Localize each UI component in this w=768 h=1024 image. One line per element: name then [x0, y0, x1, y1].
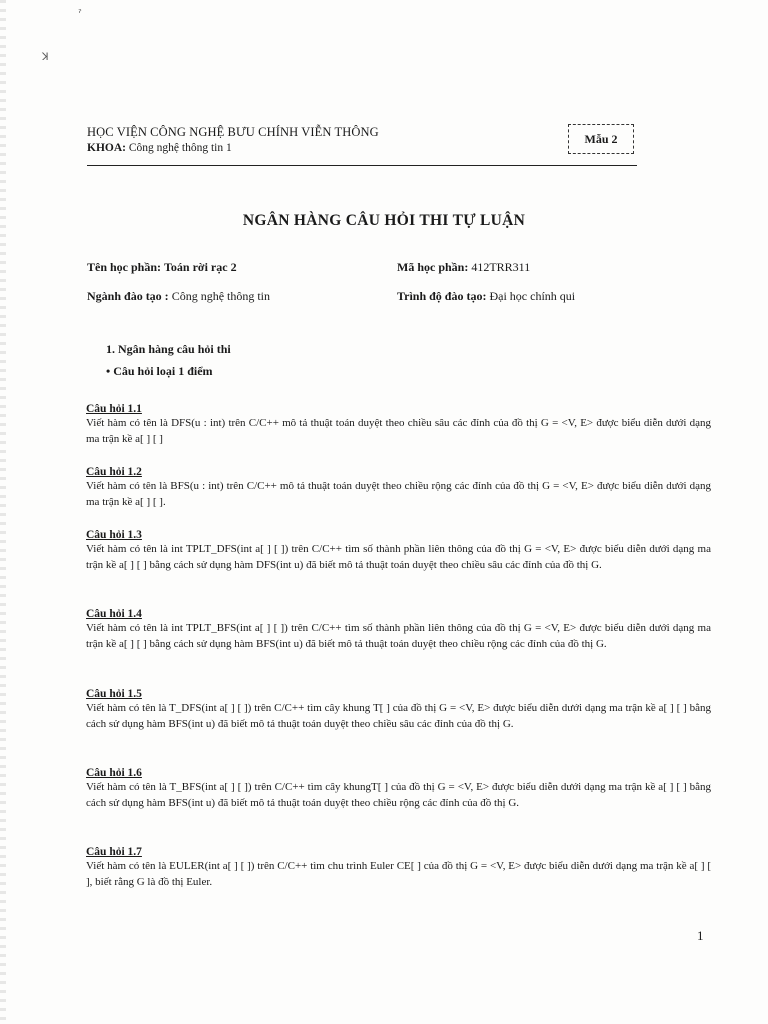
- question-title: Câu hỏi 1.1: [86, 403, 142, 415]
- code-label: Mã học phần:: [397, 260, 469, 274]
- question-block: [86, 767, 711, 811]
- question-text: Viết hàm có tên là T_DFS(int a[ ] [ ]) trên C/C++ tìm cây khung T[ ] của đồ thị G = <V, E> được biểu diễn dưới dạng ma trận kề a[ ] [ ] bằng cách sử dụng hàm BFS(int u) đã biết mô tả thuật toán duyệt theo chiều sâu các đỉnh của đồ thị G.: [86, 702, 711, 730]
- level-value: Đại học chính qui: [489, 289, 576, 303]
- question-title: Câu hỏi 1.5: [86, 688, 142, 700]
- form-label-box: Mẫu 2: [568, 124, 634, 154]
- question-block: [86, 688, 711, 732]
- question-block: [86, 466, 711, 510]
- document-header: [87, 124, 639, 156]
- document-title: NGÂN HÀNG CÂU HỎI THI TỰ LUẬN: [242, 212, 526, 229]
- question-text: Viết hàm có tên là int TPLT_DFS(int a[ ] [ ]) trên C/C++ tìm số thành phần liên thông của đồ thị G = <V, E> được biểu diễn dưới dạng ma trận kề a[ ] [ ] bằng cách sử dụng hàm DFS(int u) đã biết mô tả thuật toán duyệt theo chiều sâu các đỉnh của đồ thị G.: [86, 543, 711, 571]
- course-value: Toán rời rạc 2: [164, 260, 237, 274]
- question-text: Viết hàm có tên là T_BFS(int a[ ] [ ]) trên C/C++ tìm cây khungT[ ] của đồ thị G = <V, E> được biểu diễn dưới dạng ma trận kề a[ ] [ ] bằng cách sử dụng hàm BFS(int u) đã biết mô tả thuật toán duyệt theo chiều rộng các đỉnh của đồ thị G.: [86, 781, 711, 809]
- question-block: [86, 529, 711, 573]
- faculty-line: [87, 140, 639, 156]
- question-block: [86, 846, 711, 890]
- question-block: [86, 608, 711, 652]
- course-name-line: [87, 260, 237, 275]
- question-title: Câu hỏi 1.2: [86, 466, 142, 478]
- question-block: [86, 403, 711, 447]
- major-value: Công nghệ thông tin: [171, 289, 271, 303]
- code-value: 412TRR311: [471, 260, 531, 274]
- faculty-label: KHOA:: [87, 142, 126, 154]
- question-text: Viết hàm có tên là int TPLT_BFS(int a[ ] [ ]) trên C/C++ tìm số thành phần liên thông của đồ thị G = <V, E> được biểu diễn dưới dạng ma trận kề a[ ] [ ] bằng cách sử dụng hàm BFS(int u) đã biết mô tả thuật toán duyệt theo chiều rộng các đỉnh của đồ thị G.: [86, 622, 711, 650]
- question-title: Câu hỏi 1.4: [86, 608, 142, 620]
- header-divider: [87, 165, 637, 166]
- institute-name: HỌC VIỆN CÔNG NGHỆ BƯU CHÍNH VIỄN THÔNG: [87, 125, 379, 139]
- major-line: [87, 289, 270, 304]
- question-title: Câu hỏi 1.7: [86, 846, 142, 858]
- level-line: [397, 289, 575, 304]
- scan-speck: ˀ: [78, 8, 82, 19]
- scan-speck: ꓘ: [42, 52, 49, 63]
- question-text: Viết hàm có tên là DFS(u : int) trên C/C++ mô tả thuật toán duyệt theo chiều sâu các đỉnh của đồ thị G = <V, E> được biểu diễn dưới dạng ma trận kề a[ ] [ ]: [86, 417, 711, 445]
- faculty-value: Công nghệ thông tin 1: [128, 142, 232, 154]
- course-code-line: [397, 260, 530, 275]
- major-label: Ngành đào tạo :: [87, 289, 169, 303]
- question-text: Viết hàm có tên là BFS(u : int) trên C/C++ mô tả thuật toán duyệt theo chiều rộng các đỉnh của đồ thị G = <V, E> được biểu diễn dưới dạng ma trận kề a[ ] [ ].: [86, 480, 711, 508]
- course-label: Tên học phần:: [87, 260, 162, 274]
- question-text: Viết hàm có tên là EULER(int a[ ] [ ]) trên C/C++ tìm chu trình Euler CE[ ] của đồ thị G = <V, E> được biểu diễn dưới dạng ma trận kề a[ ] [ ], biết rằng G là đồ thị Euler.: [86, 860, 711, 888]
- page-number: 1: [697, 928, 704, 943]
- question-type-heading: • Câu hỏi loại 1 điểm: [106, 364, 213, 378]
- level-label: Trình độ đào tạo:: [397, 289, 487, 303]
- scan-edge-artifact: [0, 0, 6, 1024]
- question-title: Câu hỏi 1.6: [86, 767, 142, 779]
- question-title: Câu hỏi 1.3: [86, 529, 142, 541]
- section-heading: 1. Ngân hàng câu hỏi thi: [106, 342, 231, 356]
